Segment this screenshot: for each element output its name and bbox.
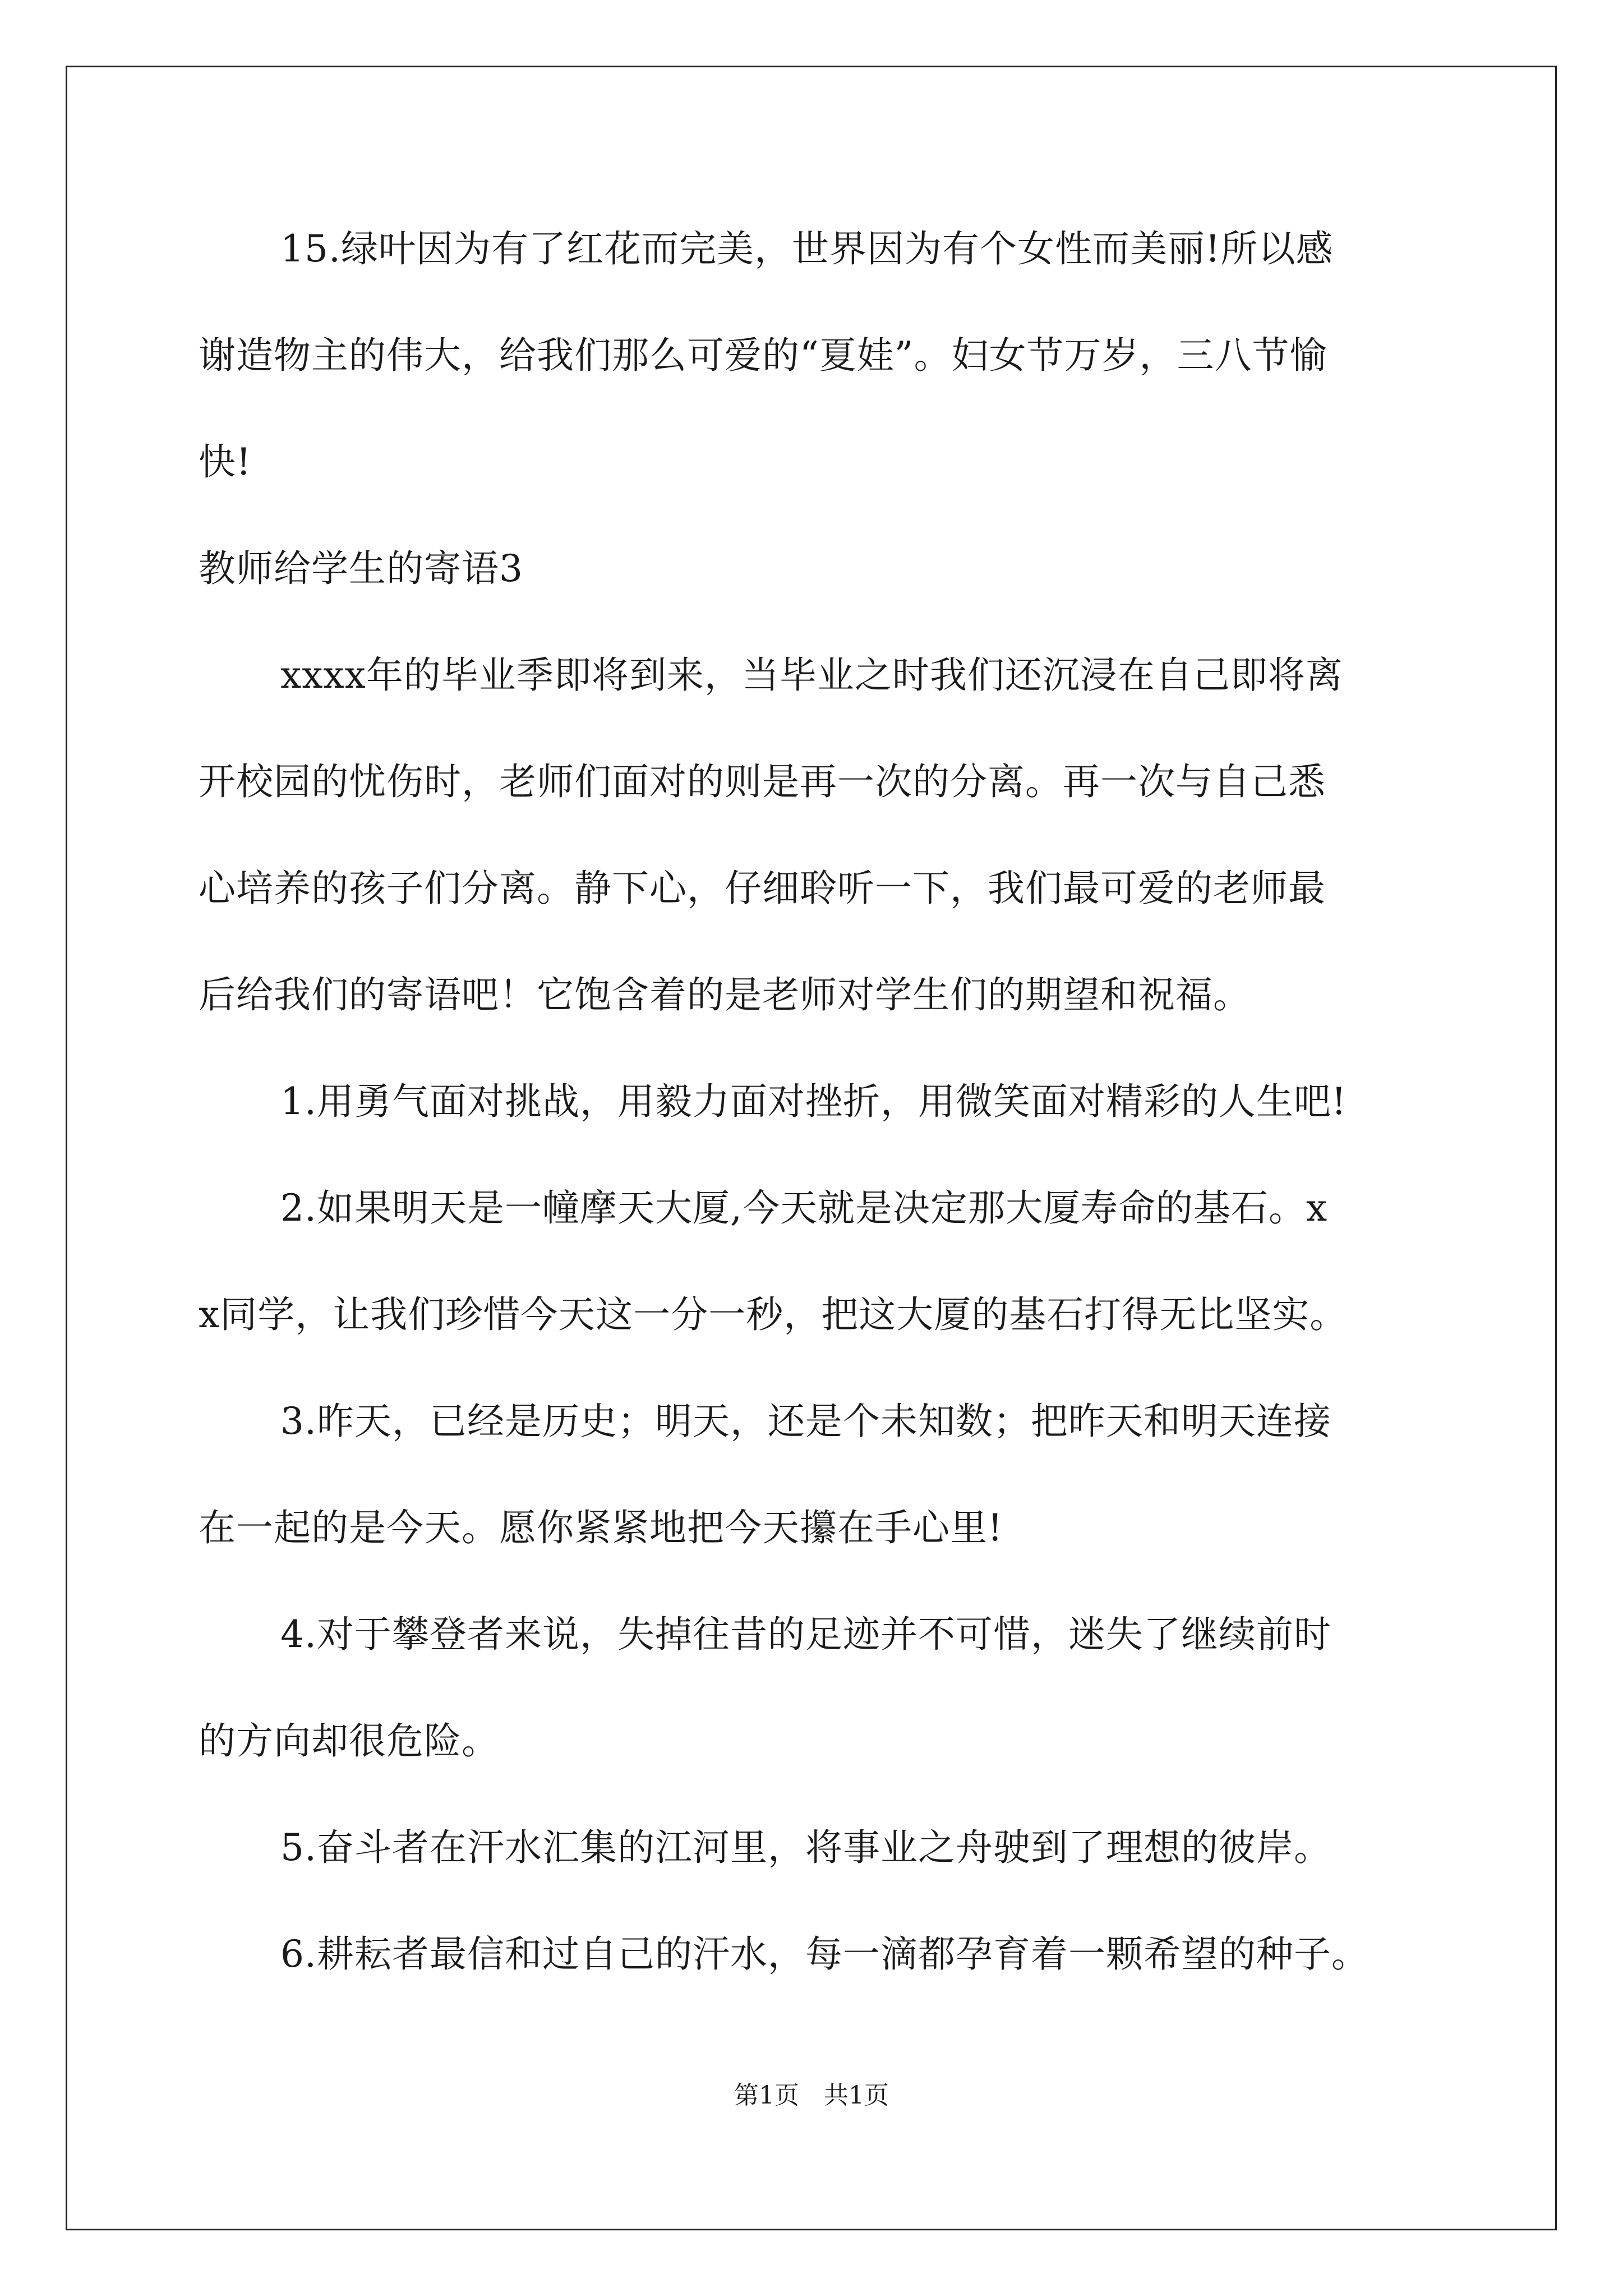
section-heading: 教师给学生的寄语3: [199, 547, 523, 590]
list-item-continuation: 的方向却很危险。: [199, 1719, 499, 1763]
paragraph-line: 后给我们的寄语吧！它饱含着的是老师对学生们的期望和祝福。: [199, 973, 1251, 1016]
list-item: 2.如果明天是一幢摩天大厦,今天就是决定那大厦寿命的基石。x: [280, 1186, 1328, 1230]
page-footer: 第1页 共1页: [734, 2081, 889, 2110]
paragraph-line: 谢造物主的伟大，给我们那么可爱的“夏娃”。妇女节万岁，三八节愉: [199, 334, 1327, 377]
page-border: [66, 66, 1557, 2230]
list-item: 3.昨天，已经是历史；明天，还是个未知数；把昨天和明天连接: [280, 1400, 1331, 1443]
paragraph-line: 快!: [199, 440, 252, 484]
list-item: 1.用勇气面对挑战，用毅力面对挫折，用微笑面对精彩的人生吧!: [280, 1080, 1347, 1123]
paragraph-line: 心培养的孩子们分离。静下心，仔细聆听一下，我们最可爱的老师最: [199, 867, 1326, 910]
list-item: 5.奋斗者在汗水汇集的江河里，将事业之舟驶到了理想的彼岸。: [280, 1826, 1331, 1869]
list-item-continuation: 在一起的是今天。愿你紧紧地把今天攥在手心里!: [199, 1506, 1003, 1549]
paragraph-line: xxxx年的毕业季即将到来，当毕业之时我们还沉浸在自己即将离: [280, 654, 1343, 697]
paragraph-line: 开校园的忧伤时，老师们面对的则是再一次的分离。再一次与自己悉: [199, 760, 1326, 803]
list-item: 4.对于攀登者来说，失掉往昔的足迹并不可惜，迷失了继续前时: [280, 1613, 1331, 1656]
list-item-continuation: x同学，让我们珍惜今天这一分一秒，把这大厦的基石打得无比坚实。: [199, 1293, 1348, 1336]
paragraph-line: 15.绿叶因为有了红花而完美，世界因为有个女性而美丽!所以感: [280, 227, 1334, 270]
list-item: 6.耕耘者最信和过自己的汗水，每一滴都孕育着一颗希望的种子。: [280, 1932, 1369, 1976]
